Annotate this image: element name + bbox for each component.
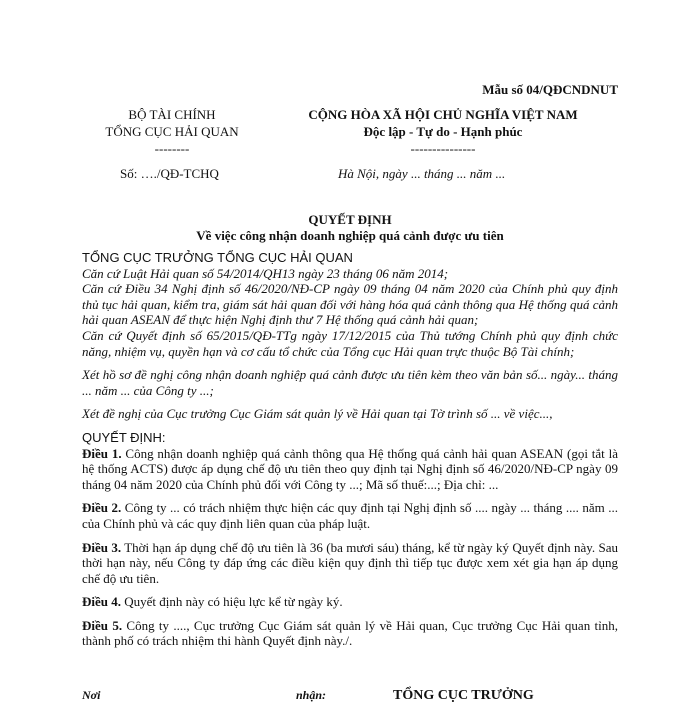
place-and-date: Hà Nội, ngày ... tháng ... năm ...	[338, 166, 506, 181]
legal-basis-3: Căn cứ Quyết định số 65/2015/QĐ-TTg ngày 17/12/2015 của Thủ tướng Chính phủ quy định chức năng, nhiệm vụ, quyền hạn và cơ cấu tổ chức của Tổng cục Hải quan trực thuộc Bộ Tài chính;	[82, 327, 618, 359]
article-3	[82, 540, 618, 587]
article-4-label: Điều 4.	[82, 594, 121, 610]
issuing-authority: TỔNG CỤC TRƯỞNG TỔNG CỤC HẢI QUAN	[82, 250, 353, 265]
article-1-text: Công nhận doanh nghiệp quá cảnh thông qua Hệ thống quá cảnh hải quan ASEAN (gọi tắt là hệ thống ACTS) được áp dụng chế độ ưu tiên theo quy định tại Nghị định số 46/2020/NĐ-CP ngày 09 tháng 04 năm 2020 của Chính phủ đối với Công ty ...; Mã số thuế:...; Địa chỉ: ...	[82, 445, 619, 492]
article-4-text: Quyết định này có hiệu lực kể từ ngày ký.	[121, 594, 343, 610]
article-1	[82, 446, 618, 493]
consideration-2: Xét đề nghị của Cục trưởng Cục Giám sát quản lý về Hải quan tại Tờ trình số ... về việc...,	[82, 406, 553, 422]
document-body	[82, 250, 618, 649]
article-4	[82, 594, 618, 610]
ministry-name: BỘ TÀI CHÍNH	[128, 107, 216, 122]
left-header-divider: --------	[154, 141, 190, 156]
article-3-text: Thời hạn áp dụng chế độ ưu tiên là 36 (ba mươi sáu) tháng, kể từ ngày ký Quyết định này. Sau thời hạn này, nếu Công ty đáp ứng các điều kiện quy định thì tiếp tục được xem xét gia hạn áp dụng chế độ ưu tiên.	[82, 539, 618, 586]
national-header	[278, 106, 608, 157]
article-2-label: Điều 2.	[82, 500, 122, 516]
right-header-divider: ---------------	[410, 141, 476, 156]
document-title: QUYẾT ĐỊNH	[308, 212, 392, 227]
article-2-text: Công ty ... có trách nhiệm thực hiện các quy định tại Nghị định số .... ngày ... tháng .... năm ... của Chính phủ và các quy định liên quan của pháp luật.	[82, 500, 619, 531]
article-1-label: Điều 1.	[82, 445, 122, 461]
document-number: Số: …./QĐ-TCHQ	[120, 166, 219, 181]
article-5-text: Công ty ...., Cục trưởng Cục Giám sát quản lý về Hải quan, Cục trưởng Cục Hải quan tỉnh, thành phố có trách nhiệm thi hành Quyết định này./.	[82, 617, 618, 649]
legal-basis-2: Căn cứ Điều 34 Nghị định số 46/2020/NĐ-CP ngày 09 tháng 04 năm 2020 của Chính phủ quy định thủ tục hải quan, kiểm tra, giám sát hải quan đối với hàng hóa quá cảnh thông qua Hệ thống quá cảnh hải quan ASEAN để thực hiện Nghị định thư 7 Hệ thống quá cảnh hải quan;	[82, 281, 618, 328]
issuing-agency-header	[92, 106, 252, 157]
nation-name: CỘNG HÒA XÃ HỘI CHỦ NGHĨA VIỆT NAM	[308, 107, 578, 122]
department-name: TỔNG CỤC HẢI QUAN	[105, 124, 239, 139]
legal-basis-1: Căn cứ Luật Hải quan số 54/2014/QH13 ngày 23 tháng 06 năm 2014;	[82, 265, 449, 281]
decision-heading: QUYẾT ĐỊNH:	[82, 429, 166, 445]
signer-title: TỔNG CỤC TRƯỞNG	[393, 688, 534, 703]
article-2	[82, 500, 618, 531]
document-subject: Về việc công nhận doanh nghiệp quá cảnh được ưu tiên	[196, 228, 504, 243]
article-5-label: Điều 5.	[82, 617, 123, 633]
article-5	[82, 618, 618, 649]
recipients-label-start: Nơi	[82, 688, 101, 702]
national-motto: Độc lập - Tự do - Hạnh phúc	[363, 124, 523, 139]
recipients-label-end: nhận:	[296, 688, 327, 702]
article-3-label: Điều 3.	[82, 539, 122, 555]
consideration-1: Xét hồ sơ đề nghị công nhận doanh nghiệp quá cảnh được ưu tiên kèm theo văn bản số... ngày... tháng ... năm ... của Công ty ...;	[82, 367, 618, 398]
form-number: Mẫu số 04/QĐCNDNUT	[482, 82, 618, 97]
